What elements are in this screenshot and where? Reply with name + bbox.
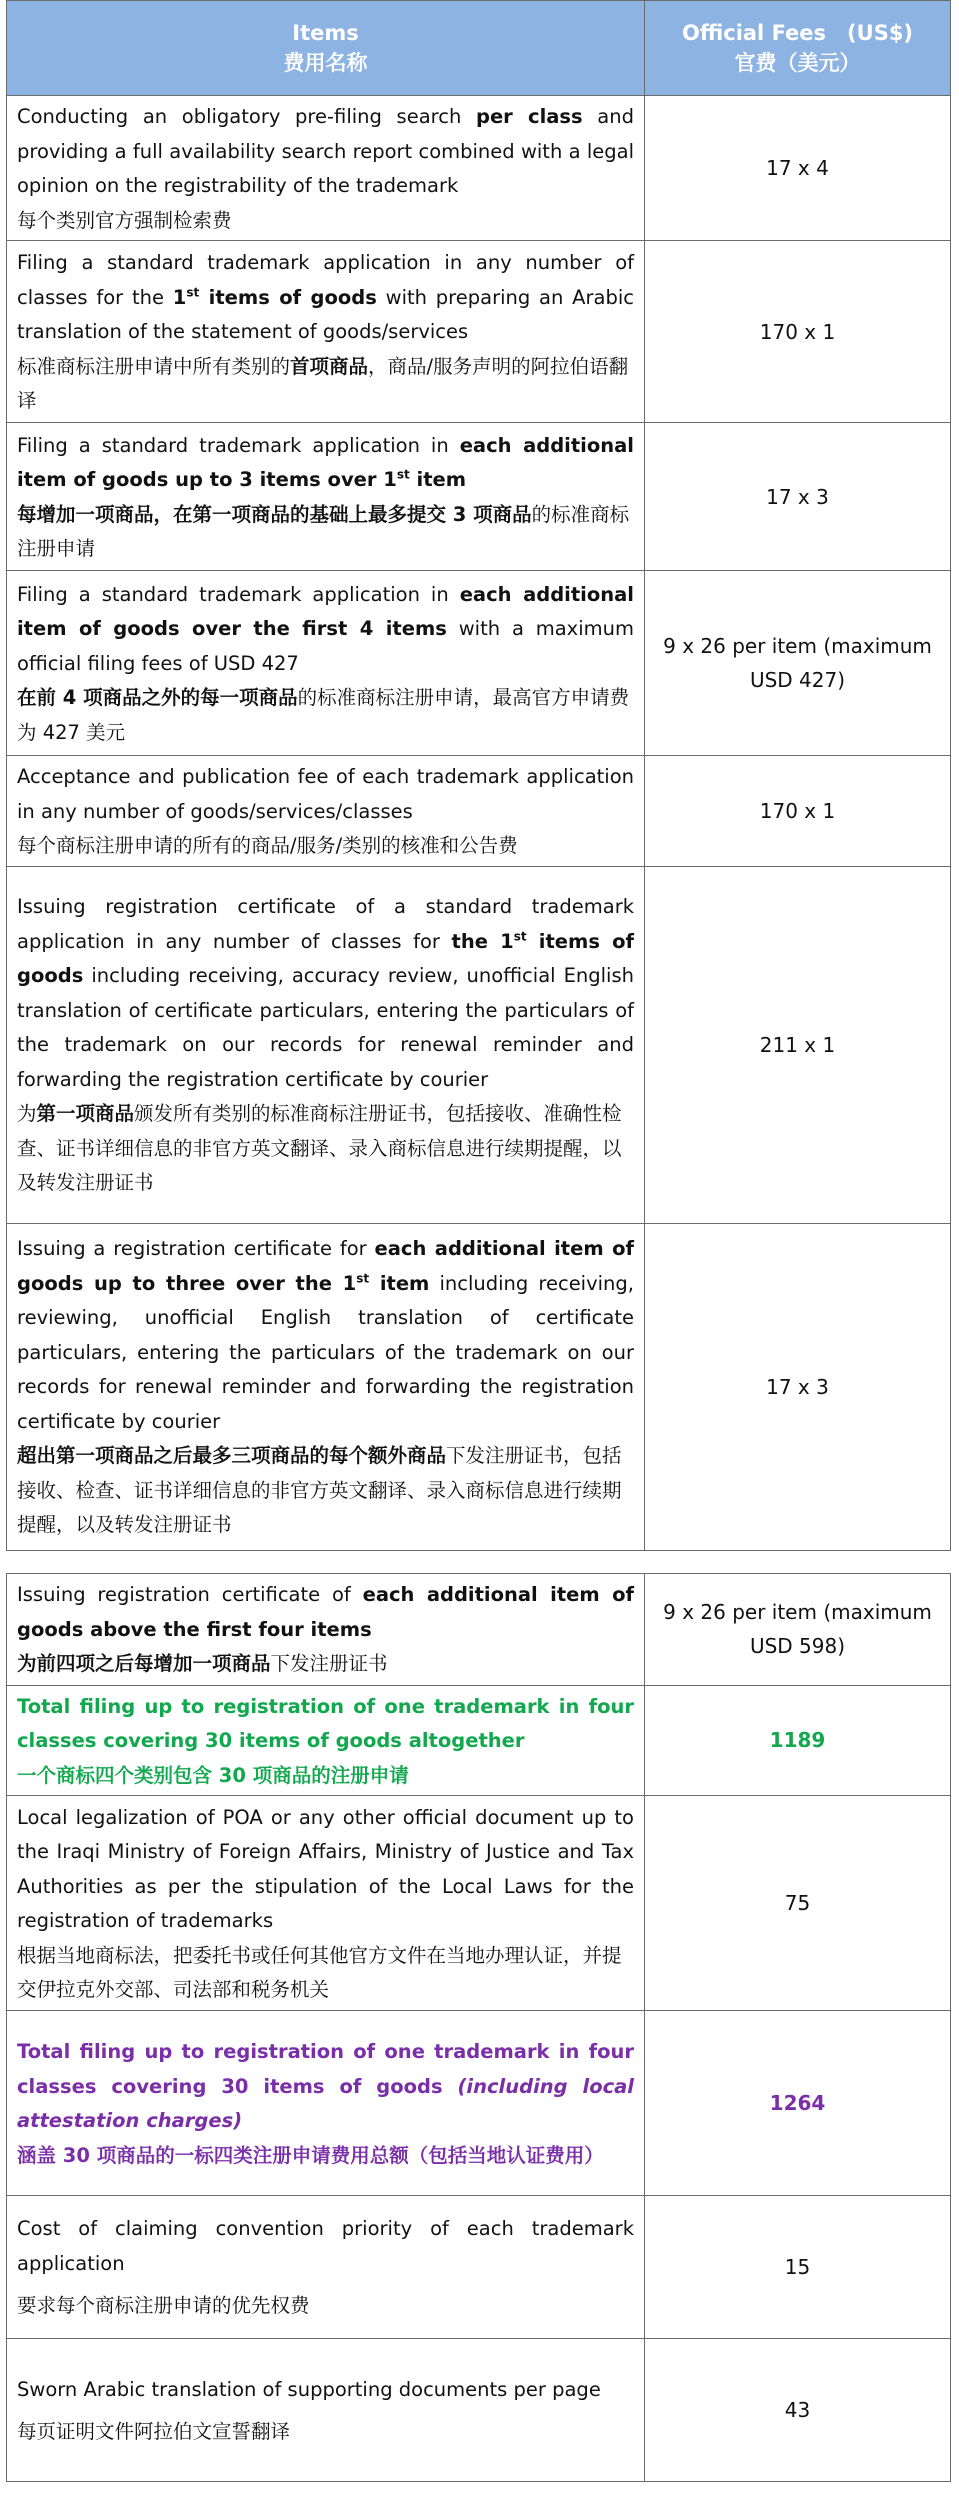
fee-value: 17 x 3 (645, 1223, 951, 1550)
fee-value: 17 x 3 (645, 423, 951, 571)
fee-row-total-with-attestation (7, 2011, 951, 2196)
item-description: Acceptance and publication fee of each trademark application in any number of goods/services/classes 每个商标注册申请的所有的商品/服务/类别的核准和公告费 (7, 756, 645, 867)
item-description: Cost of claiming convention priority of each trademark application 要求每个商标注册申请的优先权费 (7, 2196, 645, 2339)
fee-row-local-legalization (7, 1796, 951, 2011)
fee-row-sworn-translation (7, 2339, 951, 2482)
fee-value: 170 x 1 (645, 241, 951, 423)
fee-row-acceptance-publication (7, 756, 951, 867)
fee-value: 43 (645, 2339, 951, 2482)
official-fees-table-continued (6, 1573, 951, 2483)
fee-value: 211 x 1 (645, 866, 951, 1223)
item-description: Total filing up to registration of one trademark in four classes covering 30 items of goods altogether 一个商标四个类别包含 30 项商品的注册申请 (7, 1685, 645, 1796)
page-break-gap (0, 1551, 959, 1573)
item-description: Conducting an obligatory pre-filing search per class and providing a full availability search report combined with a legal opinion on the registrability of the trademark 每个类别官方强制检索费 (7, 96, 645, 241)
fee-row-certificate-over-4 (7, 1573, 951, 1685)
fee-value: 9 x 26 per item (maximum USD 427) (645, 571, 951, 756)
items-column-header: Items 费用名称 (7, 1, 645, 96)
fee-total: 1264 (645, 2011, 951, 2196)
item-description: Total filing up to registration of one trademark in four classes covering 30 items of goods (including local attestation charges) 涵盖 30 项商品的一标四类注册申请费用总额（包括当地认证费用） (7, 2011, 645, 2196)
table-header-row (7, 1, 951, 96)
fee-row-filing-additional-3 (7, 423, 951, 571)
official-fees-table (6, 0, 951, 1551)
fee-row-pre-filing-search (7, 96, 951, 241)
fee-row-filing-first-item (7, 241, 951, 423)
fee-row-filing-over-4 (7, 571, 951, 756)
fee-value: 15 (645, 2196, 951, 2339)
fees-column-header: Official Fees (US$) 官费（美元） (645, 1, 951, 96)
fee-row-certificate-first-item (7, 866, 951, 1223)
fee-row-convention-priority (7, 2196, 951, 2339)
fee-value: 170 x 1 (645, 756, 951, 867)
fee-row-certificate-additional-3 (7, 1223, 951, 1550)
item-description: Issuing registration certificate of each additional item of goods above the first four items 为前四项之后每增加一项商品下发注册证书 (7, 1573, 645, 1685)
fee-total: 1189 (645, 1685, 951, 1796)
fee-value: 75 (645, 1796, 951, 2011)
item-description: Issuing a registration certificate for each additional item of goods up to three over the 1st item including receiving, reviewing, unofficial English translation of certificate particulars, entering the particulars of the trademark on our records for renewal reminder and forwarding the registration certificate by courier 超出第一项商品之后最多三项商品的每个额外商品下发注册证书，包括接收、检查、证书详细信息的非官方英文翻译、录入商标信息进行续期提醒，以及转发注册证书 (7, 1223, 645, 1550)
item-description: Filing a standard trademark application in any number of classes for the 1st items of goods with preparing an Arabic translation of the statement of goods/services 标准商标注册申请中所有类别的首项商品，商品/服务声明的阿拉伯语翻译 (7, 241, 645, 423)
fee-value: 17 x 4 (645, 96, 951, 241)
fee-row-total-filing (7, 1685, 951, 1796)
item-description: Issuing registration certificate of a standard trademark application in any number of classes for the 1st items of goods including receiving, accuracy review, unofficial English translation of certificate particulars, entering the particulars of the trademark on our records for renewal reminder and forwarding the registration certificate by courier 为第一项商品颁发所有类别的标准商标注册证书，包括接收、准确性检查、证书详细信息的非官方英文翻译、录入商标信息进行续期提醒，以及转发注册证书 (7, 866, 645, 1223)
fee-value: 9 x 26 per item (maximum USD 598) (645, 1573, 951, 1685)
item-description: Local legalization of POA or any other official document up to the Iraqi Ministry of Foreign Affairs, Ministry of Justice and Tax Authorities as per the stipulation of the Local Laws for the registration of trademarks 根据当地商标法，把委托书或任何其他官方文件在当地办理认证，并提交伊拉克外交部、司法部和税务机关 (7, 1796, 645, 2011)
item-description: Filing a standard trademark application in each additional item of goods over the first 4 items with a maximum official filing fees of USD 427 在前 4 项商品之外的每一项商品的标准商标注册申请，最高官方申请费为 427 美元 (7, 571, 645, 756)
item-description: Filing a standard trademark application in each additional item of goods up to 3 items over 1st item 每增加一项商品，在第一项商品的基础上最多提交 3 项商品的标准商标注册申请 (7, 423, 645, 571)
item-description: Sworn Arabic translation of supporting documents per page 每页证明文件阿拉伯文宣誓翻译 (7, 2339, 645, 2482)
